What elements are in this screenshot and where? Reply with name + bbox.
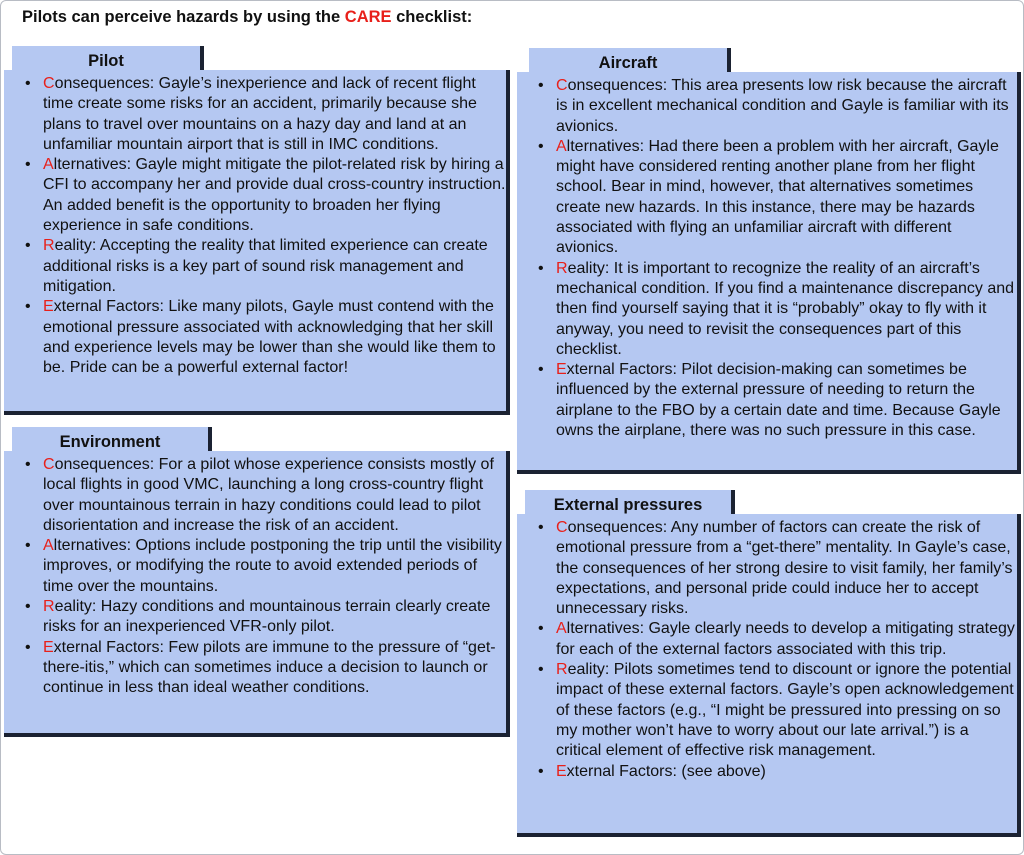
panel-pilot-list bbox=[4, 70, 506, 378]
care-letter: E bbox=[43, 298, 54, 316]
care-letter: R bbox=[556, 259, 568, 277]
panel-aircraft-tab: Aircraft bbox=[529, 48, 731, 74]
panel-external-pressures-box bbox=[517, 514, 1021, 837]
care-letter: R bbox=[43, 237, 55, 255]
item-text: eality: Hazy conditions and mountainous terrain clearly create risks for an inexperienced VFR-only pilot. bbox=[43, 598, 491, 636]
list-item bbox=[43, 236, 506, 297]
panel-aircraft bbox=[517, 48, 1021, 474]
item-text: onsequences: Gayle’s inexperience and lack of recent flight time create some risks for an accident, primarily because she plans to travel over mountains on a hazy day and land at an unfamiliar mountain airport that is still in IMC conditions. bbox=[43, 75, 477, 153]
panel-pilot-tab: Pilot bbox=[12, 46, 204, 72]
item-text: xternal Factors: Pilot decision-making can sometimes be influenced by the external pressure of needing to return the airplane to the FBO by a certain date and time. Because Gayle owns the airplane, there was no such pressure in this case. bbox=[556, 361, 1001, 440]
list-item bbox=[556, 518, 1017, 619]
care-letter: A bbox=[556, 137, 567, 155]
panel-environment bbox=[4, 427, 510, 737]
item-text: eality: It is important to recognize the reality of an aircraft’s mechanical condition. If you find a maintenance discrepancy and then find yourself saying that it is “probably” okay to fly with it anyway, you need to revisit the consequences part of this checklist. bbox=[556, 259, 1015, 358]
panel-environment-box bbox=[4, 451, 510, 737]
panel-external-pressures-list bbox=[517, 514, 1017, 782]
item-text: xternal Factors: (see above) bbox=[566, 762, 766, 780]
list-item bbox=[43, 455, 506, 536]
panel-pilot-box bbox=[4, 70, 510, 415]
item-text: onsequences: Any number of factors can create the risk of emotional pressure from a “get-there” mentality. In Gayle’s case, the consequences of her strong desire to visit family, her family’s expectations, and personal pride could induce her to accept unnecessary risks. bbox=[556, 519, 1013, 618]
care-letter: C bbox=[556, 77, 568, 94]
care-letter: E bbox=[556, 361, 567, 379]
item-text: lternatives: Had there been a problem with her aircraft, Gayle might have considered renting another plane from her flight school. Bear in mind, however, that alternatives sometimes create new hazards. In this instance, there may be hazards associated with flying an unfamiliar aircraft with different avionics. bbox=[556, 137, 999, 257]
title-highlight: CARE bbox=[344, 8, 392, 26]
item-text: lternatives: Gayle clearly needs to develop a mitigating strategy for each of the external factors associated with this trip. bbox=[556, 620, 1015, 658]
item-text: xternal Factors: Few pilots are immune to the pressure of “get-there-itis,” which can sometimes induce a decision to launch or continue in less than ideal weather conditions. bbox=[43, 638, 496, 697]
panel-external-pressures bbox=[517, 490, 1021, 837]
care-letter: R bbox=[43, 598, 55, 616]
care-letter: E bbox=[43, 638, 54, 656]
list-item bbox=[556, 137, 1017, 259]
panel-external-pressures-tab: External pressures bbox=[525, 490, 735, 516]
list-item bbox=[43, 155, 506, 236]
item-text: eality: Pilots sometimes tend to discount or ignore the potential impact of these external factors. Gayle’s open acknowledgement of these factors (e.g., “I might be pressured into pressing on so my mother won’t have to worry about our late arrival.”) is a critical element of effective risk management. bbox=[556, 661, 1014, 760]
panel-aircraft-list bbox=[517, 72, 1017, 441]
care-letter: A bbox=[43, 156, 54, 174]
care-letter: A bbox=[43, 537, 54, 555]
item-text: lternatives: Gayle might mitigate the pilot-related risk by hiring a CFI to accompany her and provide dual cross-country instruction. An added benefit is the opportunity to broaden her flying experience in safe conditions. bbox=[43, 156, 506, 235]
list-item bbox=[556, 660, 1017, 761]
panel-environment-tab: Environment bbox=[12, 427, 212, 453]
item-text: onsequences: This area presents low risk because the aircraft is in excellent mechanical condition and Gayle is familiar with its avionics. bbox=[556, 77, 1009, 135]
care-letter: C bbox=[556, 519, 568, 536]
care-letter: A bbox=[556, 620, 567, 638]
list-item bbox=[556, 360, 1017, 441]
panel-environment-list bbox=[4, 451, 506, 699]
care-letter: C bbox=[43, 75, 55, 92]
list-item bbox=[43, 597, 506, 638]
list-item bbox=[556, 762, 1017, 782]
care-letter: C bbox=[43, 456, 55, 473]
list-item bbox=[43, 74, 506, 155]
care-letter: E bbox=[556, 762, 567, 780]
list-item bbox=[556, 76, 1017, 137]
care-letter: R bbox=[556, 661, 568, 679]
list-item bbox=[556, 619, 1017, 660]
list-item bbox=[43, 536, 506, 597]
item-text: onsequences: For a pilot whose experience consists mostly of local flights in good VMC, launching a long cross-country flight over mountainous terrain in hazy conditions could lead to pilot disorientation and increase the risk of an accident. bbox=[43, 456, 494, 534]
list-item bbox=[43, 638, 506, 699]
page-title bbox=[22, 8, 472, 27]
title-suffix: checklist: bbox=[391, 8, 473, 26]
item-text: lternatives: Options include postponing the trip until the visibility improves, or modifying the route to avoid extended periods of time over the mountains. bbox=[43, 537, 502, 595]
item-text: eality: Accepting the reality that limited experience can create additional risks is a key part of sound risk management and mitigation. bbox=[43, 237, 488, 295]
title-prefix: Pilots can perceive hazards by using the bbox=[22, 8, 345, 26]
panel-aircraft-box bbox=[517, 72, 1021, 474]
list-item bbox=[43, 297, 506, 378]
panel-pilot bbox=[4, 46, 510, 415]
item-text: xternal Factors: Like many pilots, Gayle must contend with the emotional pressure associated with acknowledging that her skill and experience levels may be lower than she would like them to be. Pride can be a powerful external factor! bbox=[43, 298, 496, 377]
list-item bbox=[556, 259, 1017, 360]
